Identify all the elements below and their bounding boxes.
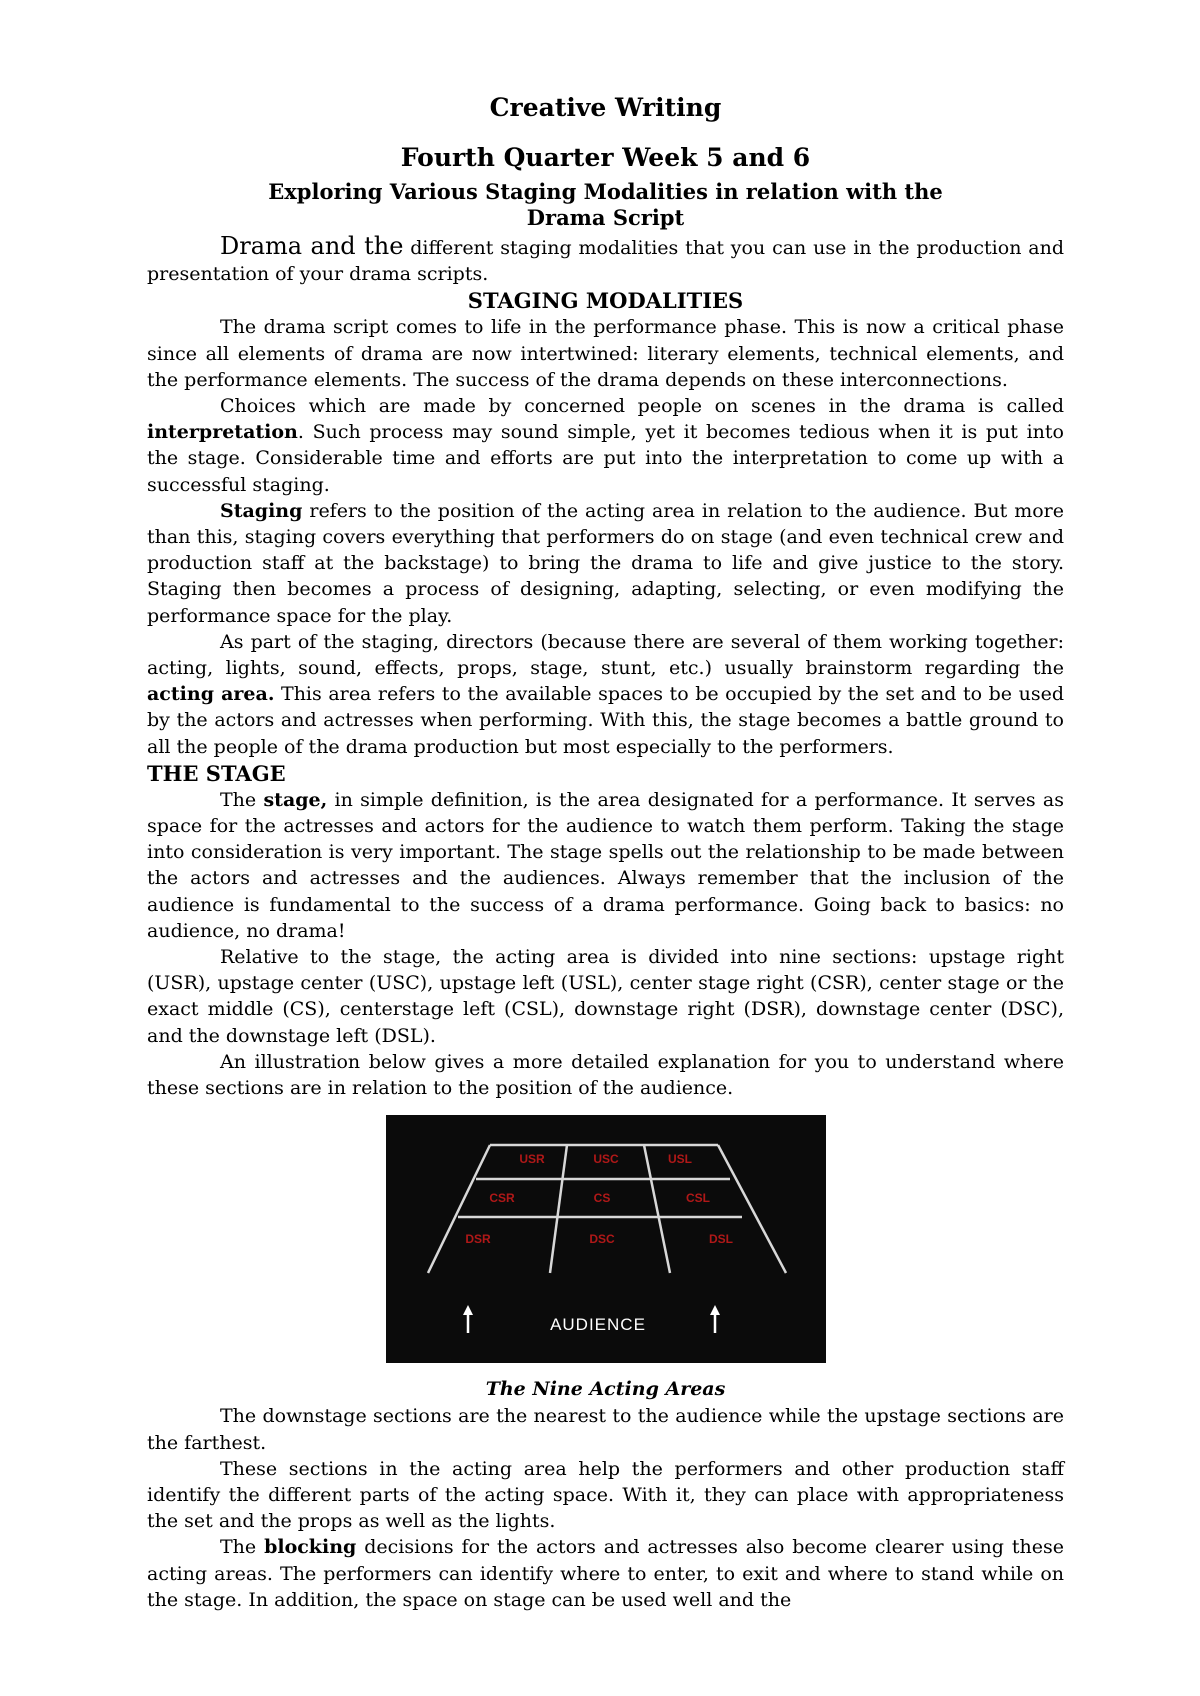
intro-lead: Drama and the [220, 232, 404, 260]
text: The [220, 788, 264, 811]
text: refers to the position of the acting area in relation to the audience. But more than this, staging covers everything that performers do on stage (and even technical crew and production staff at the backstage) to bring the drama to life and give justice to the story. Staging then becomes a process of designing, adapting, selecting, or even modifying the performance space for the play. [147, 499, 1064, 627]
staging-paragraph-3 [147, 498, 1064, 629]
term-blocking: blocking [264, 1536, 357, 1559]
area-label-cs: CS [593, 1191, 610, 1206]
area-label-dsc: DSC [588, 1232, 615, 1247]
area-label-dsl: DSL [708, 1232, 733, 1247]
intro-paragraph [147, 233, 1064, 287]
audience-label: AUDIENCE [549, 1315, 646, 1335]
area-label-csl: CSL [685, 1191, 710, 1206]
stage-paragraph-1 [147, 787, 1064, 944]
area-label-dsr: DSR [464, 1232, 491, 1247]
area-label-csr: CSR [488, 1191, 515, 1206]
up-arrow-icon [710, 1305, 720, 1333]
document-subtitle: Fourth Quarter Week 5 and 6 [400, 143, 811, 172]
acting-areas-diagram [386, 1115, 826, 1363]
closing-paragraph-3 [147, 1534, 1064, 1613]
up-arrow-icon [463, 1305, 473, 1333]
text: . Such process may sound simple, yet it becomes tedious when it is put into the stage. Considerable time and efforts are put into the interpretation to come up with a successful staging. [147, 421, 1064, 496]
text: Choices which are made by concerned people on scenes in the drama is called [220, 395, 1064, 418]
area-label-usc: USC [592, 1152, 619, 1167]
section-heading-the-stage: THE STAGE [147, 760, 286, 786]
stage-paragraph-3: An illustration below gives a more detailed explanation for you to understand where these sections are in relation to the position of the audience. [147, 1050, 1064, 1100]
text: This area refers to the available spaces to be occupied by the set and to be used by the actors and actresses when performing. With this, the stage becomes a battle ground to all the people of the drama production but most especially to the performers. [147, 683, 1064, 758]
stage-grid-line [550, 1145, 567, 1273]
text: As part of the staging, directors (because there are several of them working together: acting, lights, sound, effects, props, stage, stunt, etc.) usually brainstorm regarding the [147, 630, 1064, 680]
text: in simple definition, is the area designated for a performance. It serves as space for the actresses and actors for the audience to watch them perform. Taking the stage into consideration is very important. The stage spells out the relationship to be made between the actors and actresses and the audiences. Always remember that the inclusion of the audience is fundamental to the success of a drama performance. Going back to basics: no audience, no drama! [147, 788, 1065, 942]
stage-grid-line [718, 1145, 786, 1273]
text: decisions for the actors and actresses also become clearer using these acting areas. The performers can identify where to enter, to exit and where to stand while on the stage. In addition, the space on stage can be used well and the [147, 1536, 1064, 1611]
closing-paragraph-2: These sections in the acting area help the performers and other production staff identify the different parts of the acting space. With it, they can place with appropriateness the set and the props as well as the lights. [147, 1457, 1064, 1533]
document-page [147, 88, 1064, 1613]
stage-grid-line [428, 1145, 490, 1273]
stage-paragraph-2: Relative to the stage, the acting area is divided into nine sections: upstage right (USR), upstage center (USC), upstage left (USL), center stage right (CSR), center stage or the exact middle (CS), centerstage left (CSL), downstage right (DSR), downstage center (DSC), and the downstage left (DSL). [147, 946, 1064, 1047]
term-staging: Staging [220, 499, 303, 522]
term-acting-area: acting area. [147, 683, 275, 706]
figure-caption: The Nine Acting Areas [485, 1378, 726, 1401]
area-label-usr: USR [518, 1152, 545, 1167]
section-heading-staging-modalities: STAGING MODALITIES [467, 288, 744, 314]
stage-grid-line [644, 1145, 670, 1273]
staging-paragraph-4 [147, 629, 1064, 760]
staging-paragraph-2 [147, 393, 1064, 498]
term-stage: stage, [263, 788, 328, 811]
staging-paragraph-1: The drama script comes to life in the performance phase. This is now a critical phase since all elements of drama are now intertwined: literary elements, technical elements, and the performance elements. The success of the drama depends on these interconnections. [147, 316, 1064, 391]
text: The [220, 1536, 265, 1559]
document-title: Creative Writing [489, 93, 722, 122]
term-interpretation: interpretation [147, 421, 298, 444]
intro-rest: different staging modalities that you can use in the production and presentation of your drama scripts. [147, 237, 1065, 286]
area-label-usl: USL [667, 1152, 692, 1167]
lesson-topic-line-1: Exploring Various Staging Modalities in relation with the [268, 179, 943, 204]
closing-paragraph-1: The downstage sections are the nearest to the audience while the upstage sections are the farthest. [147, 1405, 1064, 1454]
lesson-topic-line-2: Drama Script [526, 205, 685, 230]
acting-areas-figure [386, 1115, 826, 1363]
